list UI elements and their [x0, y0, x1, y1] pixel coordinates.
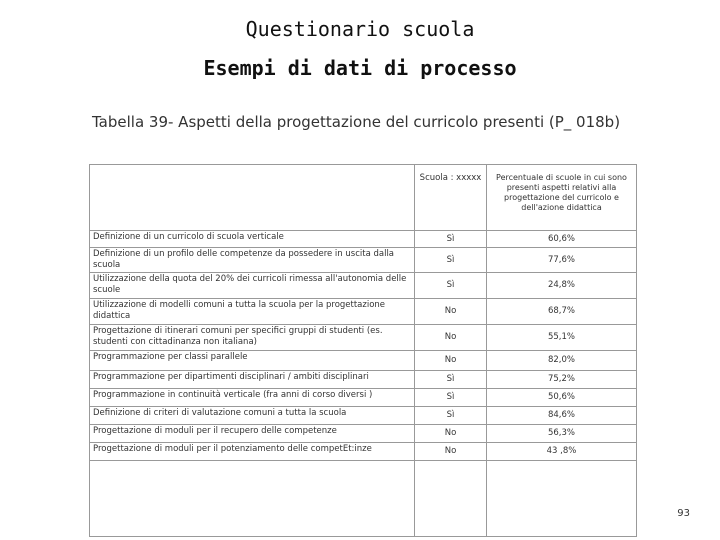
empty-cell: [90, 461, 415, 537]
page-number: 93: [677, 508, 690, 519]
table-row: [90, 325, 637, 351]
empty-cell: [415, 461, 487, 537]
row-percent-value: 75,2%: [487, 371, 637, 389]
page-title: Questionario scuola: [245, 17, 475, 41]
row-percent-value: 84,6%: [487, 407, 637, 425]
row-label: Progettazione di moduli per il recupero delle competenze: [90, 425, 415, 443]
table-caption: Tabella 39- Aspetti della progettazione del curricolo presenti (P_ 018b): [92, 113, 621, 131]
row-label: Utilizzazione di modelli comuni a tutta la scuola per la progettazione didattica: [90, 299, 415, 325]
page-subtitle-heading: Esempi di dati di processo: [203, 56, 517, 80]
row-percent-value: 68,7%: [487, 299, 637, 325]
row-label: Definizione di un profilo delle competenze da possedere in uscita dalla scuola: [90, 248, 415, 273]
row-label: Programmazione per dipartimenti disciplinari / ambiti disciplinari: [90, 371, 415, 389]
row-percent-value: 50,6%: [487, 389, 637, 407]
table-header-row: [90, 165, 637, 231]
row-percent-value: 77,6%: [487, 248, 637, 273]
row-scuola-value: No: [415, 325, 487, 351]
table-row: [90, 389, 637, 407]
data-table: [89, 164, 637, 537]
table-row: [90, 273, 637, 299]
row-scuola-value: Sì: [415, 273, 487, 299]
table-row: [90, 248, 637, 273]
table-row: [90, 231, 637, 248]
table-row: [90, 407, 637, 425]
row-percent-value: 43 ,8%: [487, 443, 637, 461]
row-label: Definizione di un curricolo di scuola verticale: [90, 231, 415, 248]
row-scuola-value: No: [415, 443, 487, 461]
table-row: [90, 351, 637, 371]
row-label: Programmazione per classi parallele: [90, 351, 415, 371]
row-scuola-value: Sì: [415, 371, 487, 389]
row-label: Progettazione di itinerari comuni per specifici gruppi di studenti (es. studenti con cittadinanza non italiana): [90, 325, 415, 351]
header-percentuale: Percentuale di scuole in cui sono presenti aspetti relativi alla progettazione del curricolo e dell'azione didattica: [487, 165, 637, 231]
table-row: [90, 425, 637, 443]
row-scuola-value: Sì: [415, 407, 487, 425]
table-row: [90, 371, 637, 389]
row-scuola-value: No: [415, 425, 487, 443]
table-row: [90, 443, 637, 461]
row-percent-value: 82,0%: [487, 351, 637, 371]
row-percent-value: 60,6%: [487, 231, 637, 248]
row-scuola-value: Sì: [415, 389, 487, 407]
row-percent-value: 56,3%: [487, 425, 637, 443]
row-percent-value: 55,1%: [487, 325, 637, 351]
row-label: Progettazione di moduli per il potenziamento delle competEt:inze: [90, 443, 415, 461]
row-scuola-value: No: [415, 299, 487, 325]
row-label: Definizione di criteri di valutazione comuni a tutta la scuola: [90, 407, 415, 425]
header-empty-cell: [90, 165, 415, 231]
row-label: Programmazione in continuità verticale (fra anni di corso diversi ): [90, 389, 415, 407]
row-label: Utilizzazione della quota del 20% dei curricoli rimessa all'autonomia delle scuole: [90, 273, 415, 299]
row-percent-value: 24,8%: [487, 273, 637, 299]
empty-cell: [487, 461, 637, 537]
row-scuola-value: Sì: [415, 248, 487, 273]
row-scuola-value: No: [415, 351, 487, 371]
table-row: [90, 299, 637, 325]
row-scuola-value: Sì: [415, 231, 487, 248]
table-empty-row: [90, 461, 637, 537]
header-scuola: Scuola : xxxxx: [415, 165, 487, 231]
